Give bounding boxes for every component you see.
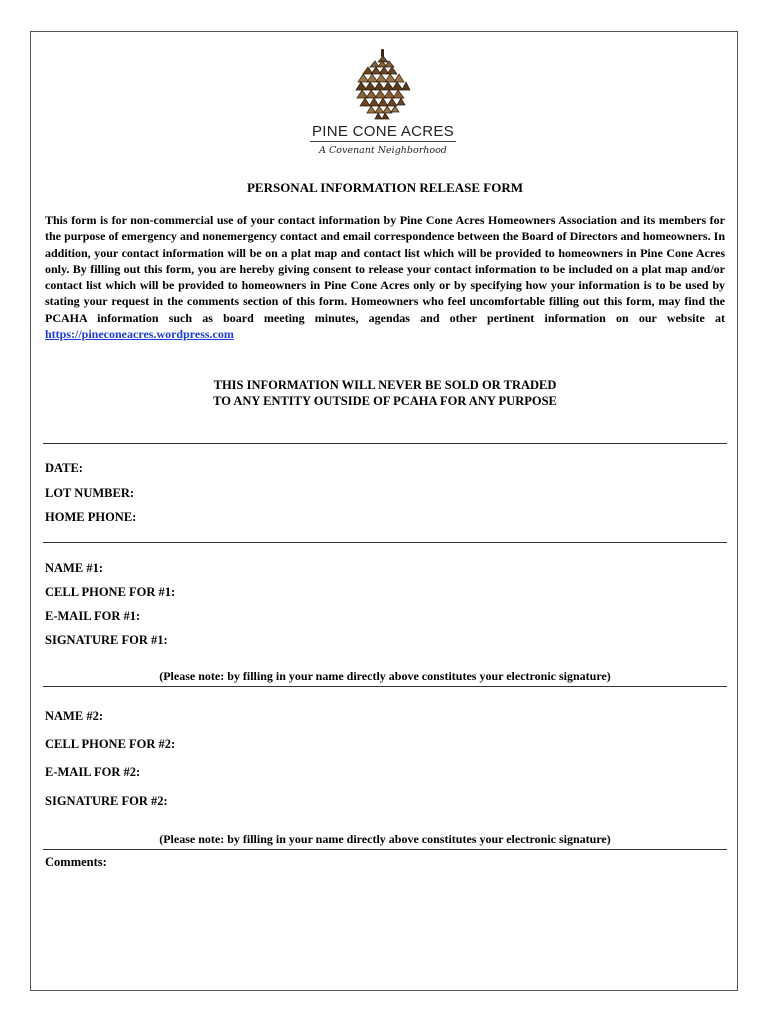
email2-field[interactable]: E-MAIL FOR #2:	[45, 765, 141, 779]
signature-note-1: (Please note: by filling in your name directly above constitutes your electronic signature)	[159, 669, 611, 683]
divider	[43, 542, 727, 543]
name1-field[interactable]: NAME #1:	[45, 561, 103, 575]
signature2-field[interactable]: SIGNATURE FOR #2:	[45, 794, 168, 808]
divider	[43, 443, 727, 444]
cell1-field[interactable]: CELL PHONE FOR #1:	[45, 585, 176, 599]
cell2-field[interactable]: CELL PHONE FOR #2:	[45, 737, 176, 751]
signature1-field[interactable]: SIGNATURE FOR #1:	[45, 633, 168, 647]
divider	[43, 849, 727, 850]
notice-line-1: THIS INFORMATION WILL NEVER BE SOLD OR TRADED	[213, 378, 557, 392]
divider	[43, 686, 727, 687]
website-link[interactable]: https://pineconeacres.wordpress.com	[45, 327, 234, 342]
notice-line-2: TO ANY ENTITY OUTSIDE OF PCAHA FOR ANY PURPOSE	[213, 394, 557, 408]
intro-paragraph	[45, 212, 725, 342]
intro-text: This form is for non-commercial use of your contact information by Pine Cone Acres Homeowners Association and its members for the purpose of emergency and nonemergency contact and email correspondence between the Board of Directors and homeowners. In addition, your contact information will be on a plat map and contact list which will be provided to homeowners in Pine Cone Acres only. By filling out this form, you are hereby giving consent to release your contact information to be included on a plat map and/or contact list which will be provided to homeowners in Pine Cone Acres only or by specifying how your information is to be used by stating your request in the comments section of this form. Homeowners who feel uncomfortable filling out this form, may find the PCAHA information such as board meeting minutes, agendas and other pertinent information on our website at	[45, 213, 725, 325]
home-phone-field[interactable]: HOME PHONE:	[45, 510, 137, 524]
email1-field[interactable]: E-MAIL FOR #1:	[45, 609, 141, 623]
logo	[308, 48, 458, 156]
privacy-notice	[0, 377, 770, 409]
signature-note-2: (Please note: by filling in your name directly above constitutes your electronic signature)	[159, 832, 611, 846]
brand-tagline: A Covenant Neighborhood	[319, 145, 447, 156]
date-field[interactable]: DATE:	[45, 461, 83, 475]
lot-number-field[interactable]: LOT NUMBER:	[45, 486, 135, 500]
pinecone-icon	[348, 48, 418, 122]
name2-field[interactable]: NAME #2:	[45, 709, 103, 723]
comments-field[interactable]: Comments:	[45, 855, 107, 869]
brand-name: PINE CONE ACRES	[311, 123, 455, 140]
form-title: PERSONAL INFORMATION RELEASE FORM	[246, 180, 524, 195]
